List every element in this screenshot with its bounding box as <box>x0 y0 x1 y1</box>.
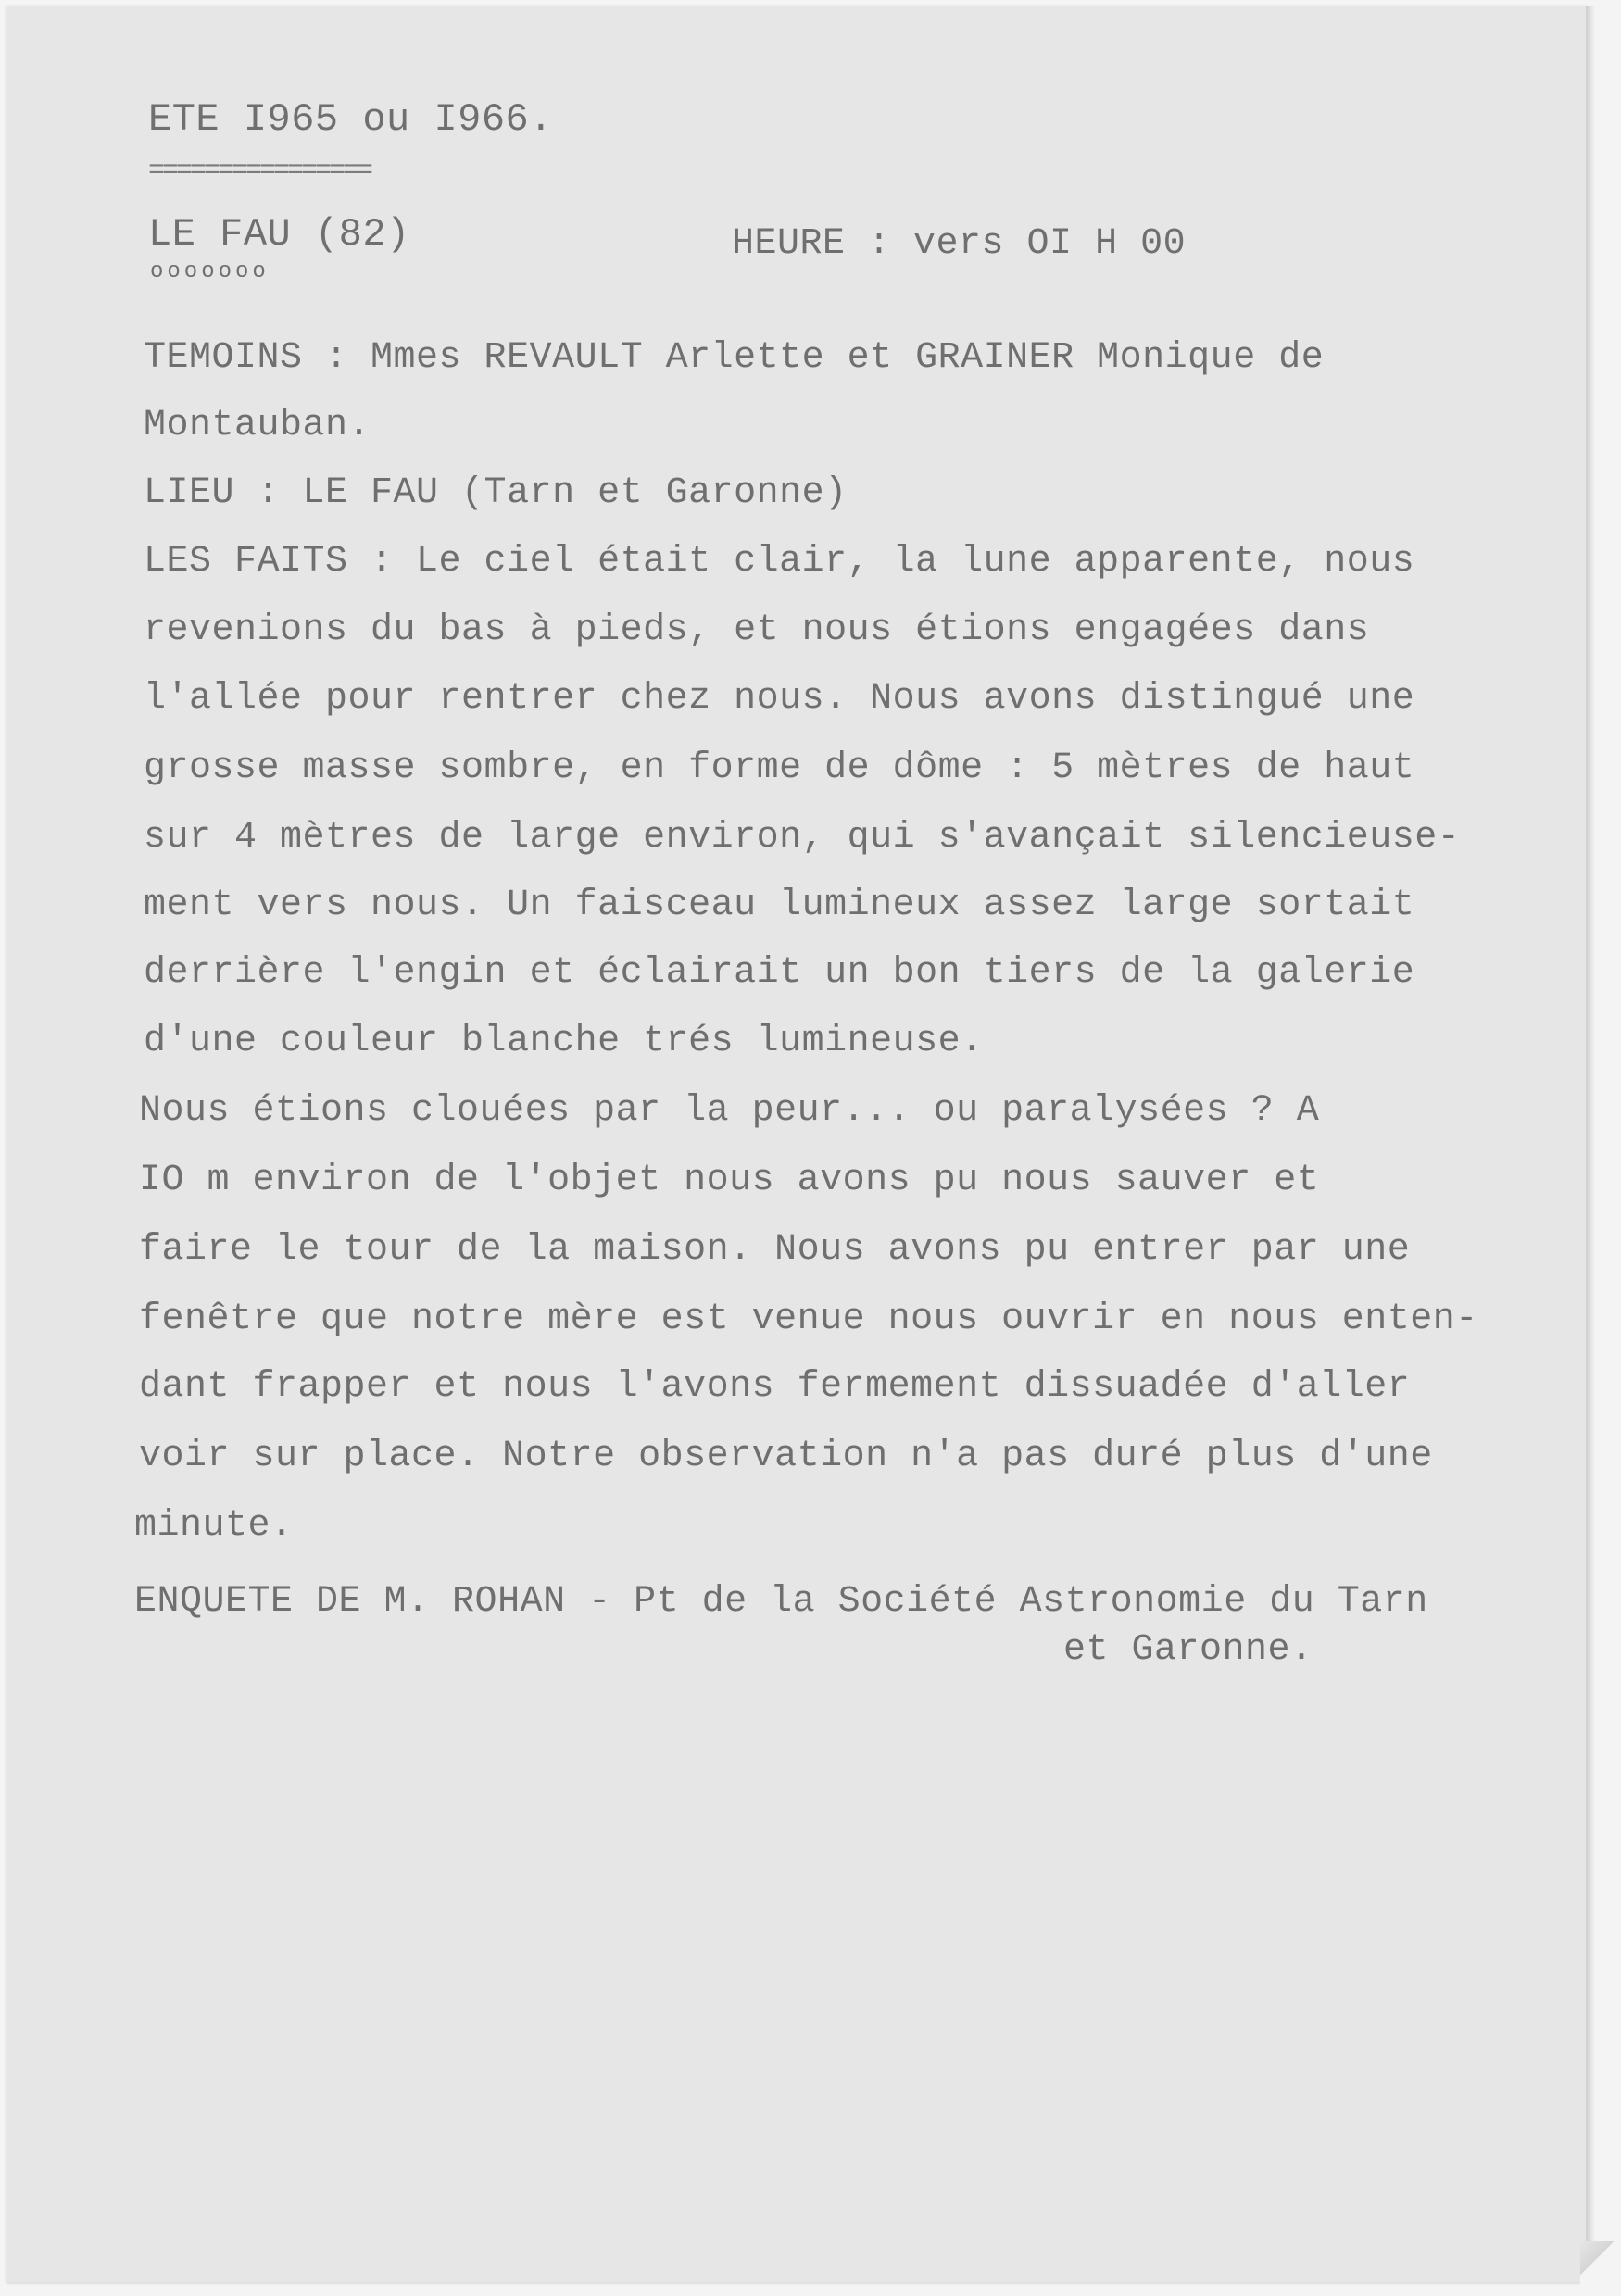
text-line: LIEU : LE FAU (Tarn et Garonne) <box>144 472 848 514</box>
text-line: faire le tour de la maison. Nous avons pu entrer par une <box>139 1229 1411 1271</box>
text-line: minute. <box>134 1505 294 1547</box>
text-line: sur 4 mètres de large environ, qui s'avançait silencieuse- <box>144 817 1461 859</box>
text-line: Montauban. <box>144 405 371 446</box>
text-line: revenions du bas à pieds, et nous étions engagées dans <box>144 609 1370 651</box>
text-line: grosse masse sombre, en forme de dôme : 5 mètres de haut <box>144 747 1415 789</box>
text-line: d'une couleur blanche trés lumineuse. <box>144 1021 984 1062</box>
text-line: IO m environ de l'objet nous avons pu nous sauver et <box>139 1160 1320 1201</box>
text-line: Nous étions clouées par la peur... ou paralysées ? A <box>139 1090 1320 1132</box>
text-line: fenêtre que notre mère est venue nous ouvrir en nous enten- <box>139 1299 1478 1340</box>
text-line: voir sur place. Notre observation n'a pas duré plus d'une <box>139 1436 1433 1477</box>
date-heading-underline: ================ <box>148 156 371 187</box>
paper-edge-shadow <box>1586 6 1595 2282</box>
investigation-credit: ENQUETE DE M. ROHAN - Pt de la Société Astronomie du Tarn <box>134 1581 1428 1623</box>
text-line: ment vers nous. Un faisceau lumineux assez large sortait <box>144 885 1415 926</box>
investigation-credit-continued: et Garonne. <box>1063 1629 1313 1671</box>
date-heading: ETE I965 ou I966. <box>148 97 553 142</box>
text-line: dant frapper et nous l'avons fermement dissuadée d'aller <box>139 1366 1411 1408</box>
place-heading-underline: ooooooo <box>150 259 270 284</box>
time-label: HEURE : vers OI H 00 <box>732 223 1187 265</box>
text-line: l'allée pour rentrer chez nous. Nous avons distingué une <box>144 678 1415 720</box>
text-line: TEMOINS : Mmes REVAULT Arlette et GRAINER Monique de <box>144 337 1325 379</box>
text-line: LES FAITS : Le ciel était clair, la lune apparente, nous <box>144 541 1415 583</box>
place-heading: LE FAU (82) <box>148 212 410 257</box>
text-line: derrière l'engin et éclairait un bon tiers de la galerie <box>144 952 1415 994</box>
paper-corner <box>1580 2241 1617 2288</box>
